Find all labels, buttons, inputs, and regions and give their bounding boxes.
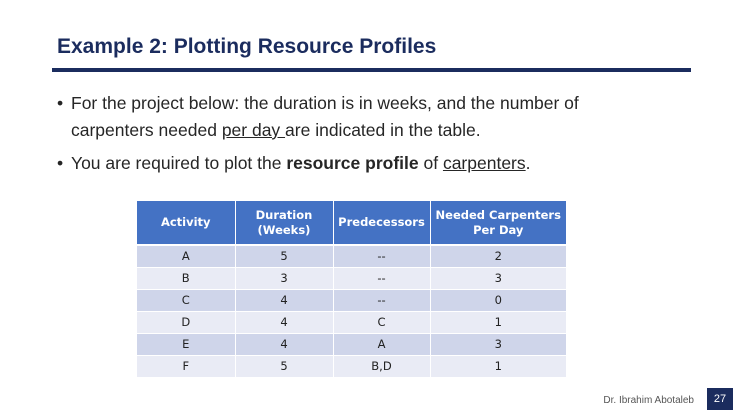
cell-duration: 4 [235,289,333,311]
table-header-row [137,201,566,245]
cell-duration: 5 [235,355,333,377]
bullet-2-text-after: . [525,153,531,173]
page-number-badge: 27 [707,388,733,410]
bullet-item-2 [57,150,657,177]
table-row [137,355,566,377]
table-row [137,289,566,311]
bullet-marker: • [57,153,64,173]
cell-predecessors: -- [333,289,430,311]
cell-predecessors: C [333,311,430,333]
cell-carpenters: 2 [430,245,566,267]
table-row [137,245,566,267]
slide-title: Example 2: Plotting Resource Profiles [57,35,437,58]
cell-duration: 3 [235,267,333,289]
cell-predecessors: B,D [333,355,430,377]
cell-carpenters: 1 [430,311,566,333]
cell-activity: E [137,333,235,355]
header-activity: Activity [137,201,235,245]
cell-activity: F [137,355,235,377]
table-row [137,311,566,333]
bullet-marker: • [57,93,64,113]
cell-predecessors: -- [333,245,430,267]
bullet-2-underlined: carpenters [442,153,526,173]
cell-duration: 4 [235,333,333,355]
cell-predecessors: A [333,333,430,355]
bullet-2-text [57,150,657,177]
cell-activity: B [137,267,235,289]
cell-carpenters: 1 [430,355,566,377]
bullet-2-text-middle: of [418,153,443,173]
bullet-1-text-after: are indicated in the table. [285,120,481,140]
table-row [137,267,566,289]
cell-carpenters: 3 [430,267,566,289]
bullet-1-underlined: per day [221,120,286,140]
header-predecessors: Predecessors [333,201,430,245]
cell-duration: 5 [235,245,333,267]
header-carpenters-line2: Per Day [473,222,524,237]
table-row [137,333,566,355]
cell-carpenters: 3 [430,333,566,355]
cell-activity: D [137,311,235,333]
header-carpenters [430,201,566,245]
header-carpenters-line1: Needed Carpenters [435,207,561,222]
header-duration [235,201,333,245]
cell-activity: A [137,245,235,267]
header-duration-line2: (Weeks) [257,222,311,237]
header-duration-line1: Duration [255,207,313,222]
cell-activity: C [137,289,235,311]
bullet-1-text-before: For the project below: the duration is in weeks, and the number of carpenters needed [71,93,579,140]
bullet-2-bold: resource profile [286,153,419,173]
bullet-2-text-before: You are required to plot the [71,153,287,173]
cell-duration: 4 [235,311,333,333]
bullet-1-text [57,90,657,144]
cell-predecessors: -- [333,267,430,289]
footer-author: Dr. Ibrahim Abotaleb [603,395,694,406]
cell-carpenters: 0 [430,289,566,311]
title-divider [52,68,691,72]
bullet-item-1 [57,90,657,144]
activity-table [137,201,566,377]
